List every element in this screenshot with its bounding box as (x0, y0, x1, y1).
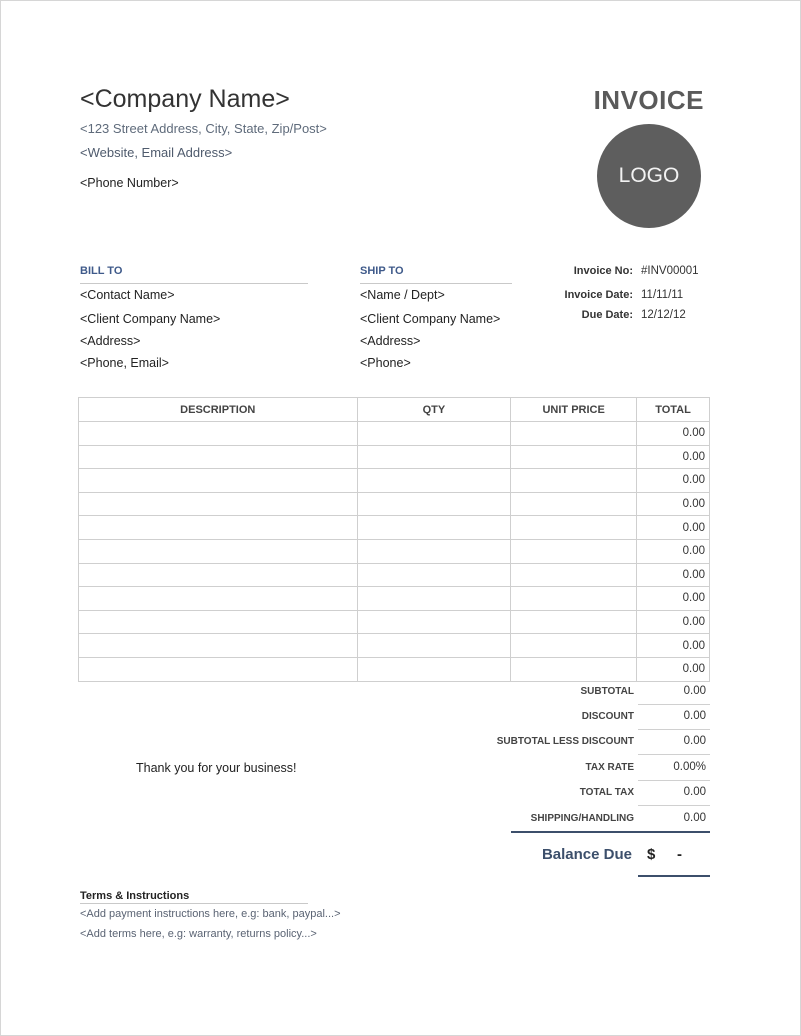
total-cell: 0.00 (637, 587, 710, 611)
terms-text[interactable]: <Add terms here, e.g: warranty, returns policy...> (80, 928, 317, 940)
total-cell: 0.00 (637, 422, 710, 446)
bill-to-phone-email[interactable]: <Phone, Email> (80, 356, 169, 370)
summary-total-divider (511, 831, 710, 833)
table-row (79, 445, 710, 469)
due-date-value[interactable]: 12/12/12 (641, 309, 686, 321)
ship-to-address[interactable]: <Address> (360, 334, 421, 348)
unit-price-cell[interactable] (511, 610, 637, 634)
summary-tax-rate-row (501, 756, 710, 781)
invoice-date-label: Invoice Date: (564, 289, 633, 301)
invoice-title: INVOICE (593, 85, 704, 115)
qty-cell[interactable] (357, 492, 511, 516)
total-cell: 0.00 (637, 492, 710, 516)
line-items-table (78, 397, 710, 682)
total-tax-value: 0.00 (683, 786, 706, 798)
shipping-handling-label: SHIPPING/HANDLING (530, 813, 634, 824)
summary-divider (638, 754, 710, 755)
description-cell[interactable] (79, 422, 358, 446)
total-cell: 0.00 (637, 516, 710, 540)
table-row (79, 516, 710, 540)
ship-to-name-dept[interactable]: <Name / Dept> (360, 288, 445, 302)
summary-total-tax-row (501, 781, 710, 806)
subtotal-value: 0.00 (683, 685, 706, 697)
total-cell: 0.00 (637, 610, 710, 634)
table-row (79, 634, 710, 658)
table-row (79, 657, 710, 681)
subtotal-less-discount-label: SUBTOTAL LESS DISCOUNT (496, 736, 634, 747)
description-cell[interactable] (79, 539, 358, 563)
unit-price-cell[interactable] (511, 516, 637, 540)
invoice-date-value[interactable]: 11/11/11 (641, 289, 684, 301)
table-row (79, 422, 710, 446)
unit-price-cell[interactable] (511, 587, 637, 611)
description-cell[interactable] (79, 634, 358, 658)
column-header-qty: QTY (357, 398, 511, 422)
description-cell[interactable] (79, 610, 358, 634)
discount-value[interactable]: 0.00 (683, 710, 706, 722)
total-cell: 0.00 (637, 445, 710, 469)
bill-to-heading: BILL TO (80, 265, 123, 277)
ship-to-phone[interactable]: <Phone> (360, 356, 411, 370)
total-cell: 0.00 (637, 563, 710, 587)
company-address[interactable]: <123 Street Address, City, State, Zip/Post> (80, 121, 327, 136)
balance-due-underline (638, 875, 710, 877)
tax-rate-value[interactable]: 0.00% (673, 761, 706, 773)
subtotal-label: SUBTOTAL (580, 686, 634, 697)
unit-price-cell[interactable] (511, 539, 637, 563)
description-cell[interactable] (79, 469, 358, 493)
qty-cell[interactable] (357, 445, 511, 469)
total-cell: 0.00 (637, 657, 710, 681)
thank-you-note[interactable]: Thank you for your business! (136, 761, 297, 775)
unit-price-cell[interactable] (511, 492, 637, 516)
qty-cell[interactable] (357, 516, 511, 540)
qty-cell[interactable] (357, 539, 511, 563)
table-row (79, 587, 710, 611)
terms-divider (80, 903, 308, 904)
table-row (79, 610, 710, 634)
bill-to-address[interactable]: <Address> (80, 334, 141, 348)
due-date-label: Due Date: (581, 309, 633, 321)
table-row (79, 492, 710, 516)
unit-price-cell[interactable] (511, 634, 637, 658)
bill-to-contact-name[interactable]: <Contact Name> (80, 288, 175, 302)
balance-due-label: Balance Due (541, 846, 632, 863)
invoice-number-label: Invoice No: (573, 265, 633, 277)
summary-discount-row (501, 705, 710, 730)
tax-rate-label: TAX RATE (585, 762, 634, 773)
description-cell[interactable] (79, 492, 358, 516)
summary-shipping-row (501, 807, 710, 832)
description-cell[interactable] (79, 587, 358, 611)
summary-subtotal-row (501, 680, 710, 705)
summary-subtotal-less-discount-row (496, 730, 710, 755)
balance-due-value: - (677, 846, 682, 863)
company-name[interactable]: <Company Name> (80, 85, 290, 113)
qty-cell[interactable] (357, 657, 511, 681)
invoice-number-value[interactable]: #INV00001 (641, 265, 699, 277)
total-cell: 0.00 (637, 469, 710, 493)
unit-price-cell[interactable] (511, 422, 637, 446)
logo-text: LOGO (618, 164, 680, 187)
terms-heading: Terms & Instructions (80, 890, 190, 902)
bill-to-divider (80, 283, 308, 284)
qty-cell[interactable] (357, 587, 511, 611)
unit-price-cell[interactable] (511, 469, 637, 493)
discount-label: DISCOUNT (581, 711, 634, 722)
unit-price-cell[interactable] (511, 563, 637, 587)
column-header-total: TOTAL (637, 398, 710, 422)
qty-cell[interactable] (357, 610, 511, 634)
qty-cell[interactable] (357, 563, 511, 587)
qty-cell[interactable] (357, 634, 511, 658)
unit-price-cell[interactable] (511, 657, 637, 681)
company-phone[interactable]: <Phone Number> (80, 176, 179, 190)
table-header-row (79, 398, 710, 422)
logo-placeholder[interactable] (597, 124, 701, 228)
subtotal-less-discount-value: 0.00 (683, 735, 706, 747)
summary-divider (638, 805, 710, 806)
qty-cell[interactable] (357, 422, 511, 446)
company-website-email[interactable]: <Website, Email Address> (80, 145, 233, 160)
payment-instructions[interactable]: <Add payment instructions here, e.g: bank, paypal...> (80, 908, 341, 920)
table-row (79, 539, 710, 563)
description-cell[interactable] (79, 516, 358, 540)
total-cell: 0.00 (637, 539, 710, 563)
ship-to-divider (360, 283, 512, 284)
bill-to-company-name[interactable]: <Client Company Name> (80, 312, 221, 326)
unit-price-cell[interactable] (511, 445, 637, 469)
description-cell[interactable] (79, 657, 358, 681)
description-cell[interactable] (79, 563, 358, 587)
ship-to-heading: SHIP TO (360, 265, 404, 277)
total-tax-label: TOTAL TAX (579, 787, 634, 798)
table-row (79, 563, 710, 587)
column-header-description: DESCRIPTION (79, 398, 358, 422)
total-cell: 0.00 (637, 634, 710, 658)
description-cell[interactable] (79, 445, 358, 469)
column-header-unit-price: UNIT PRICE (511, 398, 637, 422)
qty-cell[interactable] (357, 469, 511, 493)
balance-due-currency: $ (647, 846, 656, 863)
shipping-handling-value[interactable]: 0.00 (683, 812, 706, 824)
table-row (79, 469, 710, 493)
ship-to-company-name[interactable]: <Client Company Name> (360, 312, 501, 326)
